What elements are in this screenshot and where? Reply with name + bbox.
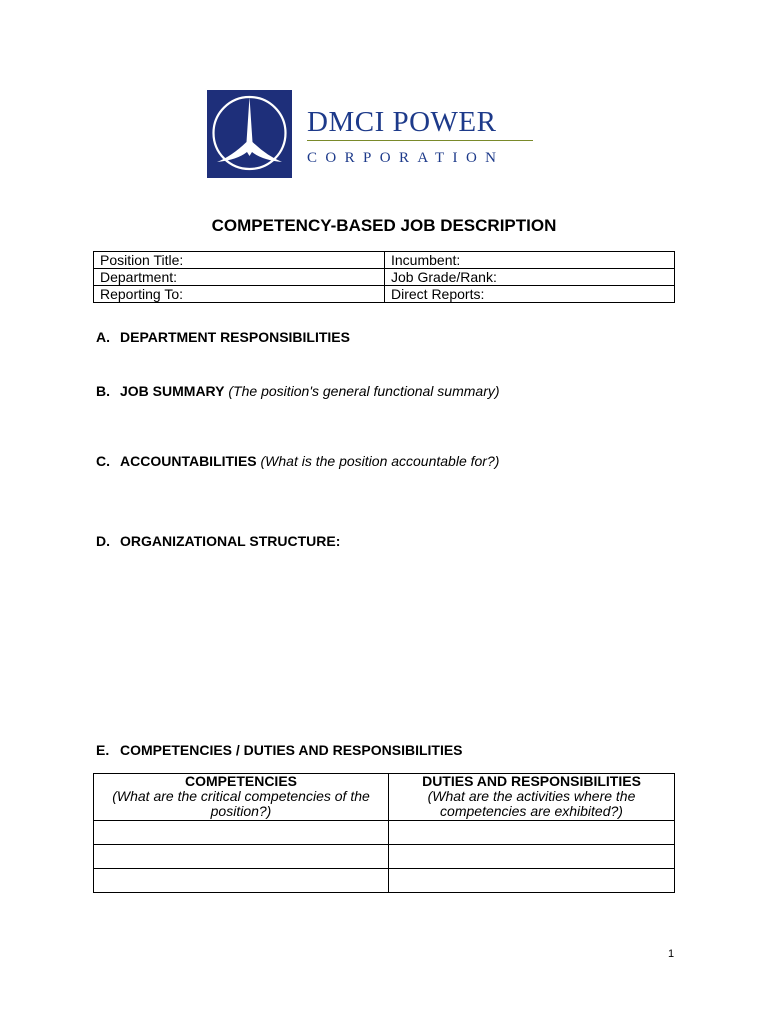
section-letter: A. [96,329,110,345]
section-letter: E. [96,742,110,758]
duty-cell[interactable] [389,845,675,869]
incumbent-field[interactable]: Incumbent: [385,252,675,269]
header-note: (What are the activities where the competencies are exhibited?) [427,788,636,819]
table-header-row [94,774,675,821]
header-note: (What are the critical competencies of the position?) [112,788,370,819]
table-row [94,269,675,286]
section-accountabilities [96,453,499,469]
section-heading: DEPARTMENT RESPONSIBILITIES [120,329,350,345]
section-heading: ORGANIZATIONAL STRUCTURE: [120,533,341,549]
competencies-header [94,774,389,821]
section-organizational-structure [96,533,340,549]
table-row [94,252,675,269]
header-label: DUTIES AND RESPONSIBILITIES [422,773,641,789]
job-grade-field[interactable]: Job Grade/Rank: [385,269,675,286]
table-row [94,845,675,869]
duty-cell[interactable] [389,821,675,845]
duty-cell[interactable] [389,869,675,893]
section-heading: JOB SUMMARY [120,383,225,399]
section-heading: ACCOUNTABILITIES [120,453,257,469]
table-row [94,821,675,845]
competency-table [93,773,675,893]
department-field[interactable]: Department: [94,269,385,286]
section-note: (What is the position accountable for?) [260,453,500,469]
reporting-to-field[interactable]: Reporting To: [94,286,385,303]
competency-cell[interactable] [94,845,389,869]
document-title: COMPETENCY-BASED JOB DESCRIPTION [211,216,557,235]
dmci-tower-logo-icon [207,90,292,178]
section-heading: COMPETENCIES / DUTIES AND RESPONSIBILITIES [120,742,463,758]
section-letter: D. [96,533,110,549]
header-label: COMPETENCIES [184,773,297,789]
section-department-responsibilities [96,329,350,345]
table-row [94,286,675,303]
position-title-field[interactable]: Position Title: [94,252,385,269]
competency-cell[interactable] [94,821,389,845]
logo-divider [307,140,533,141]
page-number: 1 [668,948,675,960]
company-logo [207,90,537,178]
section-note: (The position's general functional summary) [228,383,500,399]
logo-company-subtitle: CORPORATION [307,150,505,166]
section-letter: C. [96,453,110,469]
section-letter: B. [96,383,110,399]
direct-reports-field[interactable]: Direct Reports: [385,286,675,303]
competency-cell[interactable] [94,869,389,893]
section-competencies [96,742,463,758]
duties-header [389,774,675,821]
position-info-table [93,251,675,303]
table-row [94,869,675,893]
section-job-summary [96,383,500,399]
logo-company-name: DMCI POWER [307,106,497,138]
